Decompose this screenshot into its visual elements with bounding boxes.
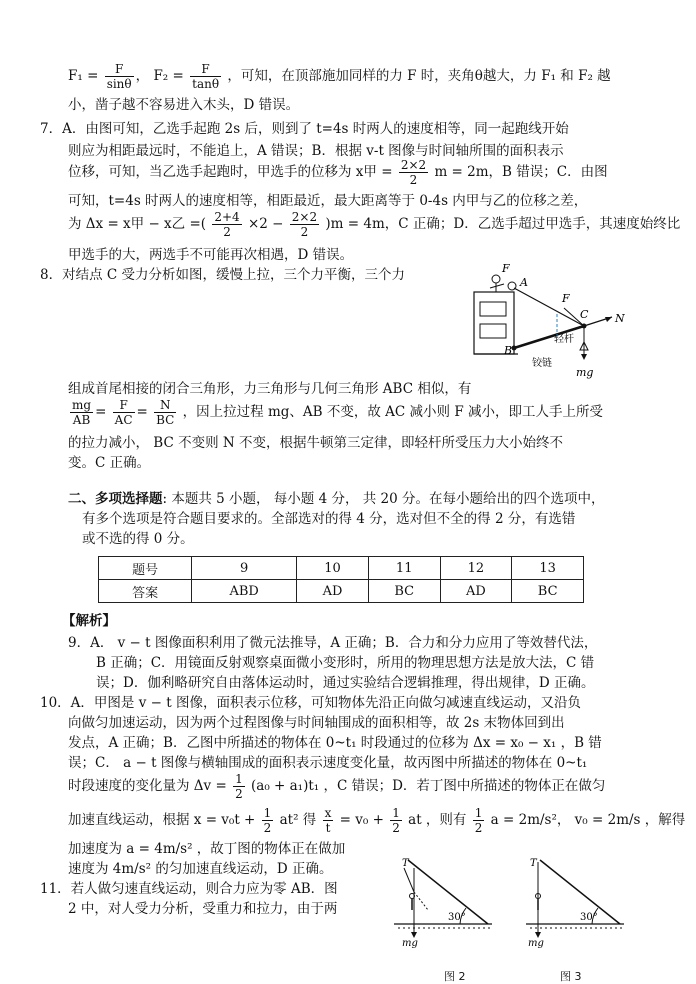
q10-frac2-num: 1: [263, 806, 272, 820]
q6-line1-rest: ，可知，在顶部施加同样的力 F 时，夹角θ越大，力 F₁ 和 F₂ 越: [227, 68, 611, 84]
q8-frac2: [113, 398, 135, 427]
q11-line1: 11．若人做匀速直线运动，则合力应为零 AB．图: [40, 881, 338, 897]
q7-frac2-den: 2: [223, 225, 231, 239]
q10-frac5: [473, 806, 485, 835]
q10-line5: [68, 772, 605, 801]
q7-line3-b: m = 2m，B 错误；C．由图: [434, 164, 608, 180]
q7-line5-c: )m = 4m，C 正确；D．乙选手超过甲选手，其速度始终比: [325, 216, 681, 232]
q10-line6-b: at² 得: [279, 812, 317, 828]
q10-frac3: [323, 806, 334, 835]
label-mg: mg: [576, 366, 594, 379]
q7-line6: 甲选手的大，两选手不可能再次相遇，D 错误。: [68, 247, 354, 263]
mg-head: [581, 354, 587, 360]
label-f: F: [562, 292, 570, 305]
q8-frac1-num: mg: [72, 398, 92, 412]
label-f-top: F: [502, 262, 510, 275]
q10-frac2: [262, 806, 274, 835]
table-row: [99, 557, 584, 580]
q7-frac2: [212, 210, 241, 239]
q10-line6-d: at ，则有: [408, 812, 467, 828]
analysis-heading: 【解析】: [62, 613, 116, 629]
f2-label: F₂ =: [153, 68, 184, 84]
q7-frac1-num: 2×2: [400, 158, 427, 172]
f2-den: tanθ: [192, 77, 220, 91]
fig2-caption: 图 2: [444, 970, 466, 983]
q8-line5: 变。C 正确。: [68, 455, 151, 471]
q10-line8: 速度为 4m/s² 的匀加速直线运动，D 正确。: [68, 861, 333, 877]
section2-line3: 或不选的得 0 分。: [82, 531, 194, 547]
q10-frac1-den: 2: [235, 787, 243, 801]
q8-line3: $\frac{mg}{AB}$ = $\frac{F}{AC}$ = $\frac{N}{BC}$ ，因上拉过程 mg、AB 不变，故 AC 减小则 F 减小，即工人手上所受: [72, 398, 603, 427]
label-a: A: [520, 276, 528, 289]
q7-line5-a: 为 Δx = x甲 − x乙 =(: [68, 216, 207, 232]
q10-frac5-num: 1: [474, 806, 483, 820]
fig2-label-mg: mg: [402, 938, 418, 948]
fig2-label-angle: 30°: [448, 912, 466, 923]
q7-frac3-num: 2×2: [291, 210, 318, 224]
q8-line4: 的拉力减小， BC 不变则 N 不变，根据牛顿第三定律，即轻杆所受压力大小始终不: [68, 435, 563, 451]
q8-frac3-num: N: [154, 398, 176, 413]
q6-line2: 小，凿子越不容易进入木头，D 错误。: [68, 97, 300, 113]
table-cell: BC: [368, 580, 440, 603]
table-cell: AD: [297, 580, 369, 603]
q8-frac1: [70, 398, 93, 427]
node-b: [512, 346, 517, 351]
q8-frac3-den: BC: [156, 413, 175, 427]
q9-line1: 9．A． v − t 图像面积利用了微元法推导，A 正确；B．合力和分力应用了等效替代法，: [68, 635, 598, 651]
q9-line3: 误；D．伽利略研究自由落体运动时，通过实验结合逻辑推理，得出规律，D 正确。: [96, 675, 595, 691]
table-cell: BC: [512, 580, 584, 603]
table-cell: 12: [440, 557, 512, 580]
fig3-caption: 图 3: [560, 970, 582, 983]
q7-frac2-num: 2+4: [214, 210, 240, 224]
answer-table: [98, 556, 584, 603]
q10-frac4-num: 1: [392, 806, 400, 820]
q10-line6-a: 加速直线运动，根据 x = v₀t +: [68, 812, 256, 828]
force-n-head: [605, 317, 612, 322]
q7-line5-b: ×2 −: [247, 216, 284, 232]
table-cell: AD: [440, 580, 512, 603]
label-hinge: 铰链: [532, 358, 552, 369]
q10-line1: 10．A．甲图是 v − t 图像，面积表示位移，可知物体先沿正向做匀减速直线运动，又沿负: [40, 695, 581, 711]
fig3-label-angle: 30°: [580, 912, 598, 923]
f2-fraction: [190, 62, 221, 91]
q10-line5-a: 时段速度的变化量为 Δv =: [68, 778, 227, 794]
q10-line5-b: (a₀ + a₁)t₁ ，C 错误；D．若丁图中所描述的物体正在做匀: [251, 778, 606, 794]
f1-den: sinθ: [106, 77, 132, 91]
q7-frac3: [290, 210, 319, 239]
q8-line3-rest: ，因上拉过程 mg、AB 不变，故 AC 减小则 F 减小，即工人手上所受: [182, 404, 603, 420]
q11-line2: 2 中，对人受力分析，受重力和拉力，由于两: [68, 901, 338, 917]
frame-box-bottom: [480, 324, 506, 338]
worker-arm: [490, 284, 504, 288]
table-cell: 9: [192, 557, 297, 580]
label-b: B: [504, 344, 513, 357]
f1-num: F: [105, 62, 134, 77]
q8-line2: 组成首尾相接的闭合三角形，力三角形与几何三角形 ABC 相似，有: [68, 381, 472, 397]
worker-head: [492, 275, 500, 283]
q8-frac2-num: F: [113, 398, 135, 413]
q10-line2: 向做匀加速运动，因为两个过程图像与时间轴围成的面积相等，故 2s 末物体回到出: [68, 715, 565, 731]
q7-frac3-den: 2: [300, 225, 309, 239]
f1-fraction: [105, 62, 134, 91]
label-c: C: [580, 308, 589, 321]
q7-line3: [68, 158, 608, 187]
frame-box-top: [480, 302, 506, 316]
q8-line1: 8．对结点 C 受力分析如图，缓慢上拉，三个力平衡，三个力: [40, 267, 406, 283]
q7-line1: 7．A．由图可知，乙选手起跑 2s 后，则到了 t=4s 时两人的速度相等，同一起跑线开始: [40, 121, 569, 137]
q10-line6-e: a = 2m/s²， v₀ = 2m/s ，解得: [490, 812, 686, 828]
q9-line2: B 正确；C．用镜面反射观察桌面微小变形时，所用的物理思想方法是放大法，C 错: [96, 655, 595, 671]
table-row: [99, 580, 584, 603]
fig3-label-t: T: [530, 858, 537, 869]
q10-frac2-den: 2: [263, 821, 272, 835]
q10-line4: 误；C． a − t 图像与横轴围成的面积表示速度变化量，故丙图中所描述的物体在 0~t₁: [68, 755, 588, 771]
section2-line1-rest: : 本题共 5 小题， 每小题 4 分， 共 20 分。在每小题给出的四个选项中，: [162, 491, 605, 507]
q10-frac3-num: x: [324, 806, 332, 820]
figure-3: [520, 852, 630, 948]
q10-frac4-den: 2: [392, 821, 400, 835]
q10-line6: [68, 806, 685, 835]
fig2-t-arrow: [404, 868, 414, 892]
table-cell: 13: [512, 557, 584, 580]
section2-line1: [68, 490, 605, 508]
q7-line3-a: 位移，可知，当乙选手起跑时，甲选手的位移为 x甲 =: [68, 164, 393, 180]
table-cell: 题号: [99, 557, 192, 580]
q8-frac1-den: AB: [72, 413, 91, 427]
q8-frac2-den: AC: [114, 413, 133, 427]
fig2-dashed: [414, 892, 428, 910]
table-cell: 答案: [99, 580, 192, 603]
label-n: N: [615, 312, 625, 325]
rope-ac: [514, 288, 584, 326]
f1-label: F₁ =: [68, 68, 99, 84]
q7-frac1-den: 2: [409, 173, 418, 187]
q7-line2: 则应为相距最远时，不能追上，A 错误；B．根据 v-t 图像与时间轴所围的面积表示: [68, 143, 564, 159]
q7-line5: [68, 210, 680, 239]
fig3-label-mg: mg: [528, 938, 544, 948]
q10-frac4: [390, 806, 402, 835]
q6-formula-line: F₁ = $\frac{F}{\sin\theta}$ ， F₂ = $\frac{F}{\tan\theta}$ ，可知，在顶部施加同样的力 F 时，夹角θ越大，力 F₁ 和 F₂ 越: [68, 62, 611, 91]
q8-force-diagram: [462, 262, 632, 380]
q8-frac3: [154, 398, 176, 427]
label-rod: 轻杆: [554, 334, 574, 345]
table-cell: ABD: [192, 580, 297, 603]
q10-line6-c: = v₀ +: [339, 812, 384, 828]
q10-line7: 加速度为 a = 4m/s² ，故丁图的物体正在做加: [68, 841, 346, 857]
q10-frac1-num: 1: [235, 772, 243, 786]
q10-frac1: [233, 772, 245, 801]
table-cell: 10: [297, 557, 369, 580]
q7-frac1: [399, 158, 428, 187]
figure-2: [388, 852, 498, 948]
q10-frac3-den: t: [325, 821, 331, 835]
f2-num: F: [190, 62, 221, 77]
table-cell: 11: [368, 557, 440, 580]
fig2-label-t: T: [402, 858, 409, 869]
q10-line3: 发点，A 正确；B．乙图中所描述的物体在 0~t₁ 时段通过的位移为 Δx = x₀ − x₁ ，B 错: [68, 735, 602, 751]
section2-heading: 二、多项选择题: [68, 491, 163, 507]
q7-line4: 可知，t=4s 时两人的速度相等，相距最近，最大距离等于 0-4s 内甲与乙的位移之差，: [68, 193, 588, 209]
section2-line2: 有多个选项是符合题目要求的。全部选对的得 4 分，选对但不全的得 2 分，有选错: [82, 511, 576, 527]
q10-frac5-den: 2: [474, 821, 483, 835]
